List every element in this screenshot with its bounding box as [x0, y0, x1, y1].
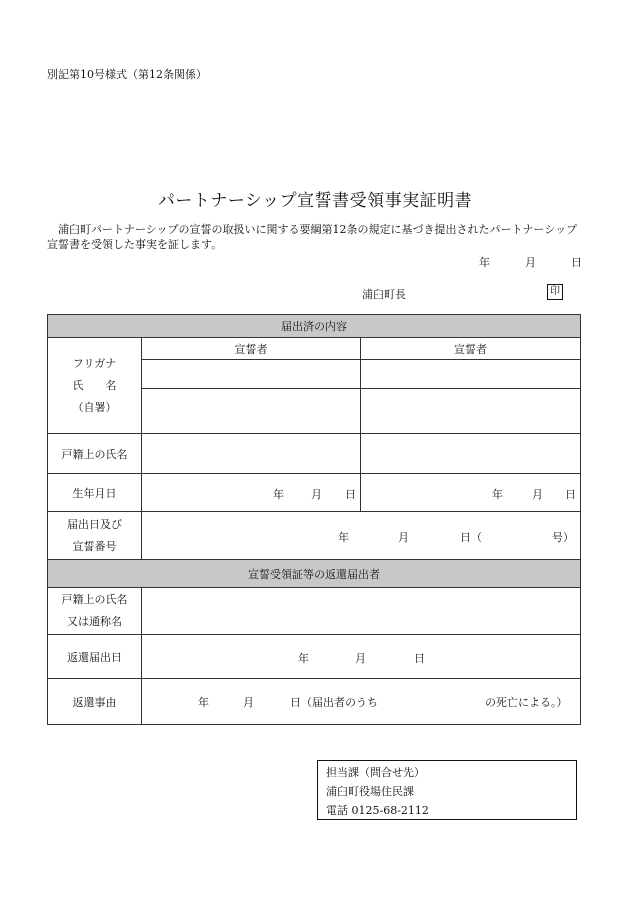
label-name: 氏 名: [72, 378, 117, 392]
return-year: 年: [298, 652, 309, 665]
return-name-cell[interactable]: [142, 588, 581, 635]
label-filing-a: 届出日及び: [67, 517, 122, 531]
label-return-reason: 返還事由: [48, 679, 142, 725]
filing-date-number-cell[interactable]: [142, 512, 581, 560]
col-head-declarant-2: 宣誓者: [361, 338, 581, 360]
birth-year-1: 年: [273, 488, 284, 501]
section-filed-content: 届出済の内容: [48, 315, 581, 338]
issue-year-label: 年: [479, 256, 490, 269]
reason-year: 年: [198, 696, 209, 709]
label-return-name: [48, 588, 142, 635]
label-furigana: フリガナ: [72, 356, 117, 370]
birthdate-cell-1[interactable]: [142, 474, 361, 512]
contact-box: [317, 760, 577, 820]
reason-month: 月: [243, 696, 254, 709]
col-head-declarant-1: 宣誓者: [142, 338, 361, 360]
contact-phone: 電話 0125-68-2112: [326, 804, 429, 817]
section-return-filer: 宣誓受領証等の返還届出者: [48, 560, 581, 588]
furigana-cell-2[interactable]: [361, 360, 581, 389]
label-filing-date-number: [48, 512, 142, 560]
mayor-label: 浦臼町長: [362, 288, 406, 301]
registered-name-cell-2[interactable]: [361, 434, 581, 474]
seal-mark: 印: [547, 284, 563, 300]
document-title: パートナーシップ宣誓書受領事実証明書: [157, 191, 473, 211]
label-return-name-b: 又は通称名: [67, 615, 122, 628]
reason-death-close: の死亡による。）: [485, 696, 568, 709]
label-return-date: 返還届出日: [48, 635, 142, 679]
birth-year-2: 年: [492, 488, 503, 501]
signature-cell-1[interactable]: [142, 389, 361, 434]
birth-day-1: 日: [345, 488, 356, 501]
label-signature: （自署）: [72, 400, 117, 414]
return-date-cell[interactable]: [142, 635, 581, 679]
reason-day-open: 日（届出者のうち: [290, 696, 378, 709]
filing-year: 年: [338, 531, 349, 544]
intro-paragraph: 浦臼町パートナーシップの宣誓の取扱いに関する要綱第12条の規定に基づき提出されたパートナーシップ宣誓書を受領した事実を証します。: [47, 223, 578, 251]
furigana-cell-1[interactable]: [142, 360, 361, 389]
label-registered-name: 戸籍上の氏名: [48, 434, 142, 474]
birth-day-2: 日: [565, 488, 576, 501]
return-reason-cell[interactable]: [142, 679, 581, 725]
contact-dept-name: 浦臼町役場住民課: [326, 785, 414, 798]
birth-month-1: 月: [311, 488, 322, 501]
issue-day-label: 日: [571, 256, 582, 269]
return-month: 月: [355, 652, 366, 665]
form-number: 別記第10号様式（第12条関係）: [47, 68, 207, 81]
label-filing-b: 宣誓番号: [72, 539, 117, 553]
filing-number-close: 号）: [552, 531, 574, 544]
registered-name-cell-1[interactable]: [142, 434, 361, 474]
filing-day-open: 日（: [460, 531, 482, 544]
label-birthdate: 生年月日: [48, 474, 142, 512]
birthdate-cell-2[interactable]: [361, 474, 581, 512]
issue-month-label: 月: [525, 256, 536, 269]
label-furigana-name: [48, 338, 142, 434]
label-return-name-a: 戸籍上の氏名: [61, 593, 128, 606]
signature-cell-2[interactable]: [361, 389, 581, 434]
birth-month-2: 月: [532, 488, 543, 501]
filing-month: 月: [398, 531, 409, 544]
contact-dept-heading: 担当課（問合せ先）: [326, 766, 425, 779]
certificate-table: [47, 314, 581, 725]
return-day: 日: [414, 652, 425, 665]
